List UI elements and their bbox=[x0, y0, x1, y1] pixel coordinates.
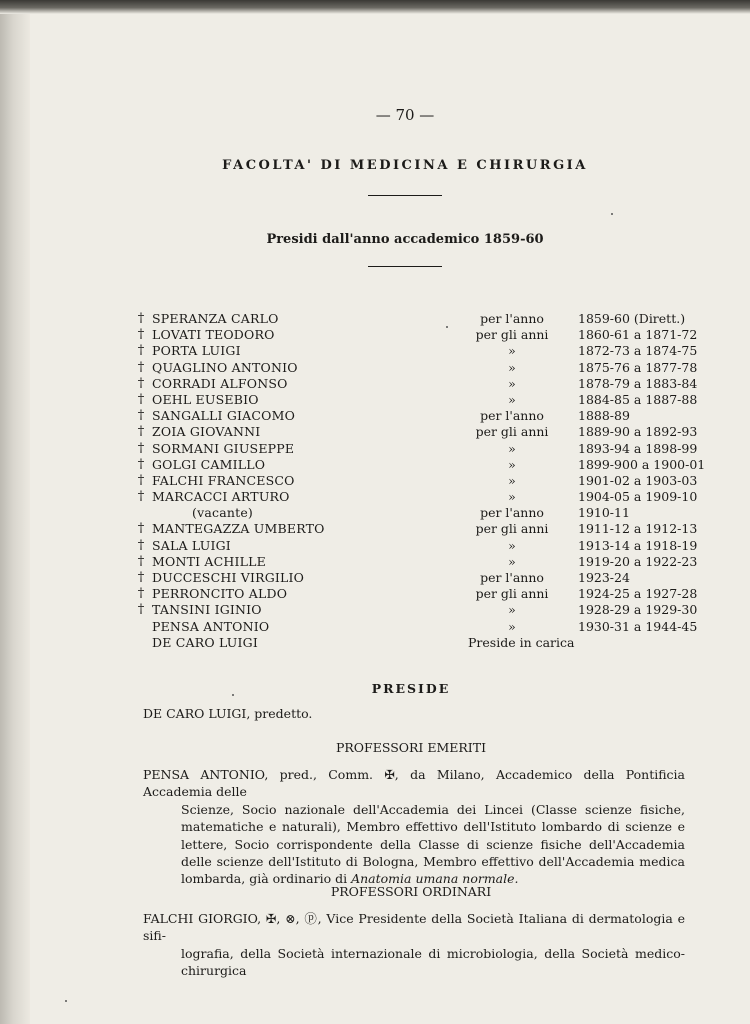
dean-term: » bbox=[508, 456, 516, 472]
dean-years: 1910-11 bbox=[578, 505, 630, 521]
dean-name: CORRADI ALFONSO bbox=[152, 375, 288, 391]
dean-term: » bbox=[508, 440, 516, 456]
dean-name: SPERANZA CARLO bbox=[152, 311, 279, 326]
deceased-mark: † bbox=[137, 472, 145, 488]
dean-years: 1919-20 a 1922-23 bbox=[578, 553, 698, 569]
dean-row bbox=[0, 360, 750, 376]
deceased-mark: † bbox=[137, 553, 145, 569]
dean-name: MARCACCI ARTURO bbox=[152, 489, 290, 505]
ordinari-lead: FALCHI GIORGIO, ✠, ⊗, ⓟ, Vice Presidente della Società Italiana di dermatologia e sifi- bbox=[143, 911, 685, 944]
dean-years: 1904-05 a 1909-10 bbox=[578, 489, 698, 505]
dean-row bbox=[0, 311, 750, 327]
dean-years: 1893-94 a 1898-99 bbox=[578, 440, 698, 456]
speck bbox=[232, 694, 234, 696]
deans-heading: Presidi dall'anno accademico 1859-60 bbox=[266, 232, 544, 247]
dean-row bbox=[0, 489, 750, 505]
dean-years: 1913-14 a 1918-19 bbox=[578, 537, 698, 553]
dean-row bbox=[0, 424, 750, 440]
dean-term: » bbox=[508, 359, 516, 375]
preside-text: DE CARO LUIGI, predetto. bbox=[143, 706, 313, 721]
emeriti-body: Scienze, Socio nazionale dell'Accademia dei Lincei (Classe scienze fisiche, matematiche e naturali), Membro effettivo dell'Istituto lombardo di scienze e lettere, Socio corrispondente della Classe di scienze fisiche dell'Accademia delle scienze dell'Istituto di Bologna, Membro effettivo dell'Accademia medica lombarda, già ordinario di bbox=[181, 801, 685, 887]
dean-term: » bbox=[508, 618, 516, 634]
dean-term: » bbox=[508, 343, 516, 359]
dean-name: MANTEGAZZA UMBERTO bbox=[152, 521, 325, 537]
dean-years: 1859-60 (Dirett.) bbox=[578, 311, 686, 326]
dean-row bbox=[0, 457, 750, 473]
dean-name: SORMANI GIUSEPPE bbox=[152, 440, 295, 456]
dean-row bbox=[0, 505, 750, 521]
dean-years: 1924-25 a 1927-28 bbox=[578, 586, 698, 602]
faculty-title: FACOLTA' DI MEDICINA E CHIRURGIA bbox=[222, 158, 588, 173]
speck bbox=[446, 326, 448, 328]
dean-name: PORTA LUIGI bbox=[152, 343, 241, 359]
dean-name: DE CARO LUIGI bbox=[152, 634, 258, 650]
dean-row bbox=[0, 376, 750, 392]
speck bbox=[611, 213, 613, 215]
dean-name: LOVATI TEODORO bbox=[152, 327, 275, 343]
dean-row bbox=[0, 635, 750, 651]
dean-name: OEHL EUSEBIO bbox=[152, 391, 259, 407]
deceased-mark: † bbox=[137, 570, 145, 585]
dean-years: 1928-29 a 1929-30 bbox=[578, 602, 698, 618]
dean-row bbox=[0, 521, 750, 537]
dean-name: FALCHI FRANCESCO bbox=[152, 472, 295, 488]
deans-table bbox=[0, 311, 750, 651]
dean-row bbox=[0, 570, 750, 586]
emeriti-subject: Anatomia umana normale. bbox=[351, 871, 519, 887]
dean-name: GOLGI CAMILLO bbox=[152, 456, 266, 472]
deceased-mark: † bbox=[137, 489, 145, 505]
dean-row bbox=[0, 473, 750, 489]
deceased-mark: † bbox=[137, 456, 145, 472]
dean-name: PERRONCITO ALDO bbox=[152, 586, 288, 602]
dean-term: per l'anno bbox=[480, 408, 544, 424]
scan-top-border bbox=[0, 0, 750, 14]
subtitle-divider bbox=[368, 266, 442, 267]
deceased-mark: † bbox=[137, 343, 145, 359]
dean-years: 1875-76 a 1877-78 bbox=[578, 359, 698, 375]
dean-years: 1901-02 a 1903-03 bbox=[578, 472, 698, 488]
deceased-mark: † bbox=[137, 424, 145, 440]
dean-years: 1888-89 bbox=[578, 408, 630, 424]
dean-row bbox=[0, 441, 750, 457]
ordinari-entry bbox=[143, 910, 685, 980]
dean-term: per gli anni bbox=[475, 521, 549, 537]
dean-name: SANGALLI GIACOMO bbox=[152, 408, 296, 424]
dean-term: » bbox=[508, 553, 516, 569]
deceased-mark: † bbox=[137, 327, 145, 343]
title-divider bbox=[368, 195, 442, 196]
dean-term: » bbox=[508, 375, 516, 391]
dean-name: MONTI ACHILLE bbox=[152, 553, 266, 569]
dean-years: 1930-31 a 1944-45 bbox=[578, 618, 698, 634]
dean-row bbox=[0, 586, 750, 602]
deceased-mark: † bbox=[137, 391, 145, 407]
dean-term: Preside in carica bbox=[468, 634, 575, 650]
emeriti-heading: PROFESSORI EMERITI bbox=[335, 740, 487, 755]
deceased-mark: † bbox=[137, 359, 145, 375]
deceased-mark: † bbox=[137, 586, 145, 602]
dean-name: ZOIA GIOVANNI bbox=[152, 424, 261, 440]
emeriti-lead: PENSA ANTONIO, pred., Comm. ✠, da Milano, Accademico della Pontificia Accademia delle bbox=[143, 767, 685, 800]
dean-years: 1923-24 bbox=[578, 570, 630, 585]
deceased-mark: † bbox=[137, 537, 145, 553]
dean-term: » bbox=[508, 391, 516, 407]
deceased-mark: † bbox=[137, 408, 145, 424]
dean-years: 1872-73 a 1874-75 bbox=[578, 343, 698, 359]
dean-row bbox=[0, 554, 750, 570]
dean-years: 1889-90 a 1892-93 bbox=[578, 424, 698, 440]
preside-heading: PRESIDE bbox=[371, 681, 451, 696]
dean-term: per gli anni bbox=[475, 424, 549, 440]
ordinari-body: lografia, della Società internazionale di microbiologia, della Società medico-chirurgica bbox=[181, 945, 685, 979]
dean-row bbox=[0, 538, 750, 554]
dean-term: per gli anni bbox=[475, 327, 549, 343]
dean-term: per l'anno bbox=[480, 505, 544, 521]
dean-row bbox=[0, 343, 750, 359]
dean-row bbox=[0, 408, 750, 424]
dean-term: » bbox=[508, 602, 516, 618]
deceased-mark: † bbox=[137, 311, 145, 326]
dean-years: 1899-900 a 1900-01 bbox=[578, 456, 706, 472]
dean-name: TANSINI IGINIO bbox=[152, 602, 262, 618]
dean-term: per gli anni bbox=[475, 586, 549, 602]
dean-years: 1884-85 a 1887-88 bbox=[578, 391, 698, 407]
dean-name: (vacante) bbox=[192, 505, 253, 521]
speck bbox=[65, 1000, 67, 1002]
deceased-mark: † bbox=[137, 440, 145, 456]
ordinari-heading: PROFESSORI ORDINARI bbox=[330, 884, 492, 899]
dean-term: per l'anno bbox=[480, 311, 544, 326]
dean-row bbox=[0, 392, 750, 408]
dean-term: » bbox=[508, 537, 516, 553]
dean-row bbox=[0, 602, 750, 618]
dean-row bbox=[0, 327, 750, 343]
dean-years: 1878-79 a 1883-84 bbox=[578, 375, 698, 391]
dean-years: 1911-12 a 1912-13 bbox=[578, 521, 698, 537]
dean-row bbox=[0, 619, 750, 635]
dean-name: SALA LUIGI bbox=[152, 537, 231, 553]
deceased-mark: † bbox=[137, 375, 145, 391]
dean-name: DUCCESCHI VIRGILIO bbox=[152, 570, 305, 585]
dean-term: » bbox=[508, 472, 516, 488]
dean-years: 1860-61 a 1871-72 bbox=[578, 327, 698, 343]
deceased-mark: † bbox=[137, 602, 145, 618]
emeriti-entry bbox=[143, 766, 685, 888]
dean-name: QUAGLINO ANTONIO bbox=[152, 359, 298, 375]
dean-term: per l'anno bbox=[480, 570, 544, 585]
dean-term: » bbox=[508, 489, 516, 505]
dean-name: PENSA ANTONIO bbox=[152, 618, 270, 634]
deceased-mark: † bbox=[137, 521, 145, 537]
page-number: — 70 — bbox=[375, 106, 435, 124]
